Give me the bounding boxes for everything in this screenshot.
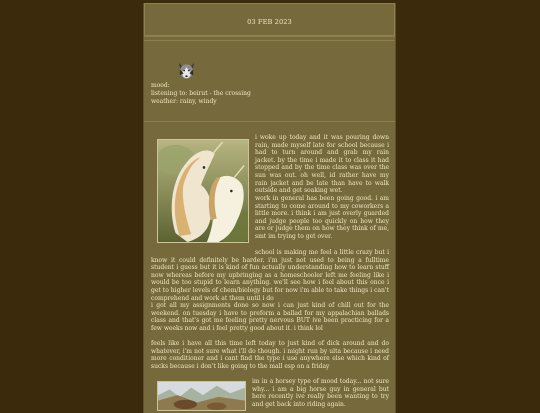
paragraph-5: feels like i have all this time left today to just kind of dick around and do whatever, i'm not sure what i'll do though. i might run by ulta because i need more conditioner and i cant find the type i use anywhere else which kind of sucks because i don't like going to the mall esp on a friday (151, 340, 389, 370)
horse-landscape-painting (157, 381, 246, 411)
unicorns-painting (157, 139, 249, 243)
listening-to: listening to: beirut - the crossing (151, 89, 251, 97)
entry-date: 03 FEB 2023 (247, 18, 292, 26)
journal-column (143, 3, 396, 413)
header-divider (144, 36, 395, 37)
paragraph-4: i got all my assignments done so now i can just kind of chill out for the weekend. on tuesday i have to preform a ballad for my appalachian ballads class and that's got me feeling pretty nervous BUT ive been practicing for a few weeks now and i feel pretty good about it. i think lol (151, 302, 389, 332)
weather: weather: rainy, windy (151, 97, 217, 105)
meta-divider (144, 121, 395, 122)
entry-header (144, 3, 395, 36)
mood-label: mood: (151, 82, 170, 89)
header-divider-2 (144, 40, 395, 41)
paragraph-2: work in general has been going good. i am starting to come around to my coworkers a little more. i think i am just overly guarded and judge people too quickly on how they are or judge them on how they think of me, smt im trying to get over. (255, 195, 389, 240)
wolf-face-icon (177, 61, 196, 80)
entry-meta (151, 82, 251, 105)
paragraph-3: school is making me feel a little crazy but i know it could definitely be harder. i'm just not used to being a fulltime student i guess but it is kind of fun actually understanding how to learn stuff now whereas before my upbringing as a homeschooler left me feeling like i would be too stupid to learn anything. we'll see how i feel about this once i get to higher levels of chem/biology but for now i'm able to take things i can't comprehend and work at them until i do (151, 249, 389, 302)
paragraph-6: im in a horsey type of mood today... not sure why... i am a big horse guy in general but here recently ive really been wanting to try and get back into riding again. (252, 378, 389, 408)
paragraph-1: i woke up today and it was pouring down rain, made myself late for school because i had to turn around and grab my rain jacket. by the time i made it to class it had stopped and by the time class was over the sun was out. oh well, id rather have my rain jacket and be late than have to walk outside and get soaking wet. (255, 134, 389, 195)
